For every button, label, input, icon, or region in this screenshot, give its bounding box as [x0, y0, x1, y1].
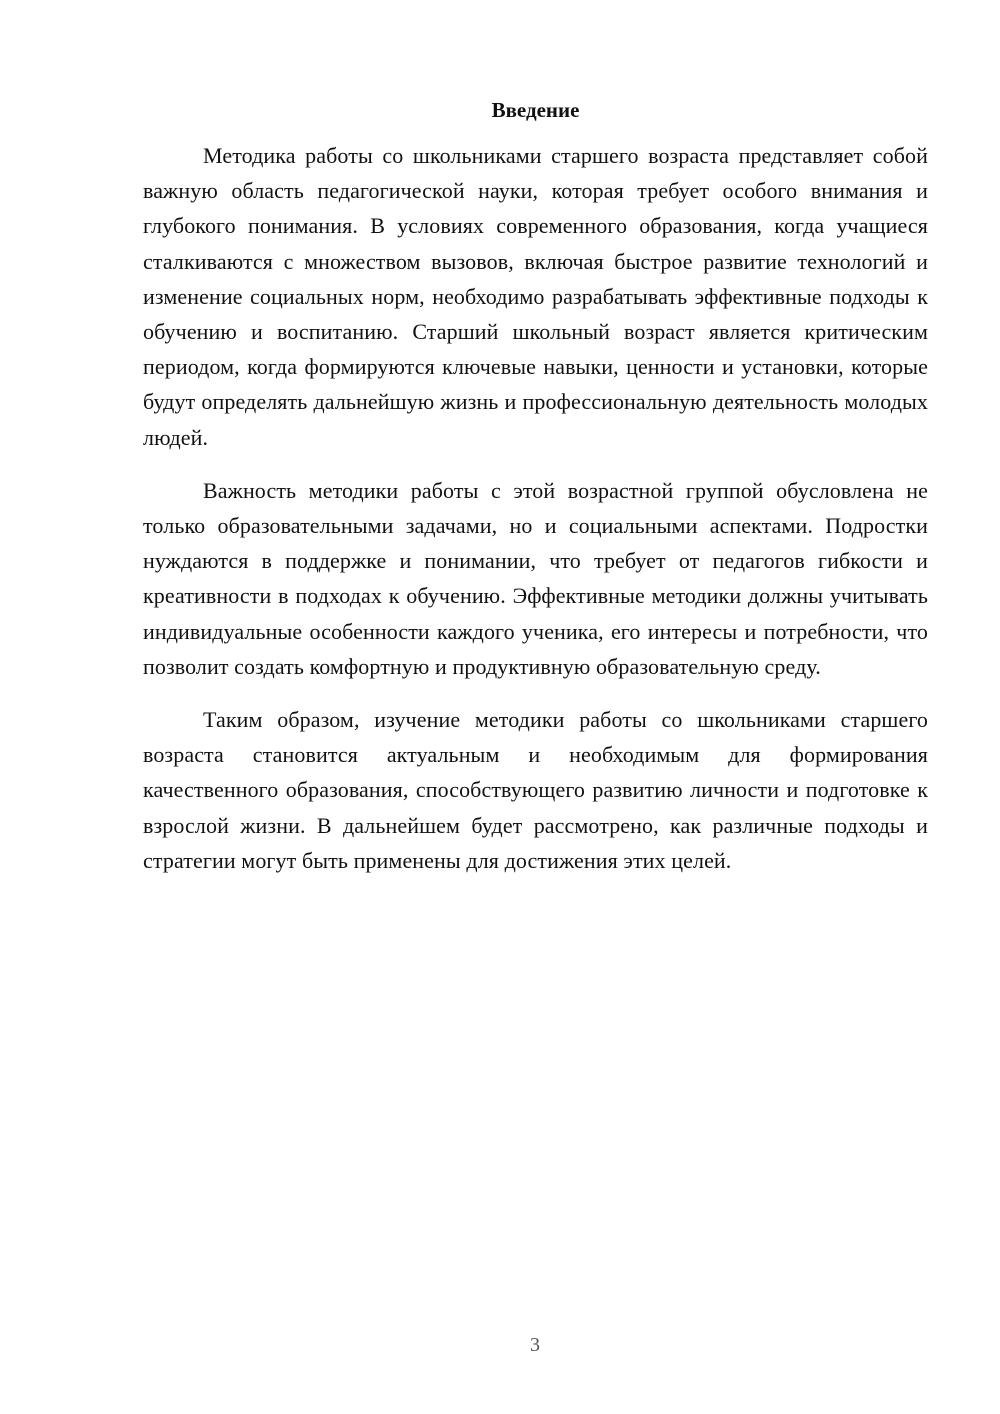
page-content [143, 96, 928, 896]
section-title: Введение [491, 98, 580, 122]
page-number: 3 [530, 1334, 540, 1356]
paragraph-2: Важность методики работы с этой возрастной группой обусловлена не только образовательными задачами, но и социальными аспектами. Подростки нуждаются в поддержке и понимании, что требует от педагогов гибкости и креативности в подходах к обучению. Эффективные методики должны учитывать индивидуальные особенности каждого ученика, его интересы и потребности, что позволит создать комфортную и продуктивную образовательную среду. [143, 477, 928, 679]
paragraph-1: Методика работы со школьниками старшего возраста представляет собой важную область педагогической науки, которая требует особого внимания и глубокого понимания. В условиях современного образования, когда учащиеся сталкиваются с множеством вызовов, включая быстрое развитие технологий и изменение социальных норм, необходимо разрабатывать эффективные подходы к обучению и воспитанию. Старший школьный возраст является критическим периодом, когда формируются ключевые навыки, ценности и установки, которые будут определять дальнейшую жизнь и профессиональную деятельность молодых людей. [143, 143, 928, 450]
paragraph-3: Таким образом, изучение методики работы со школьниками старшего возраста становится актуальным и необходимым для формирования качественного образования, способствующего развитию личности и подготовке к взрослой жизни. В дальнейшем будет рассмотрено, как различные подходы и стратегии могут быть применены для достижения этих целей. [143, 707, 928, 873]
